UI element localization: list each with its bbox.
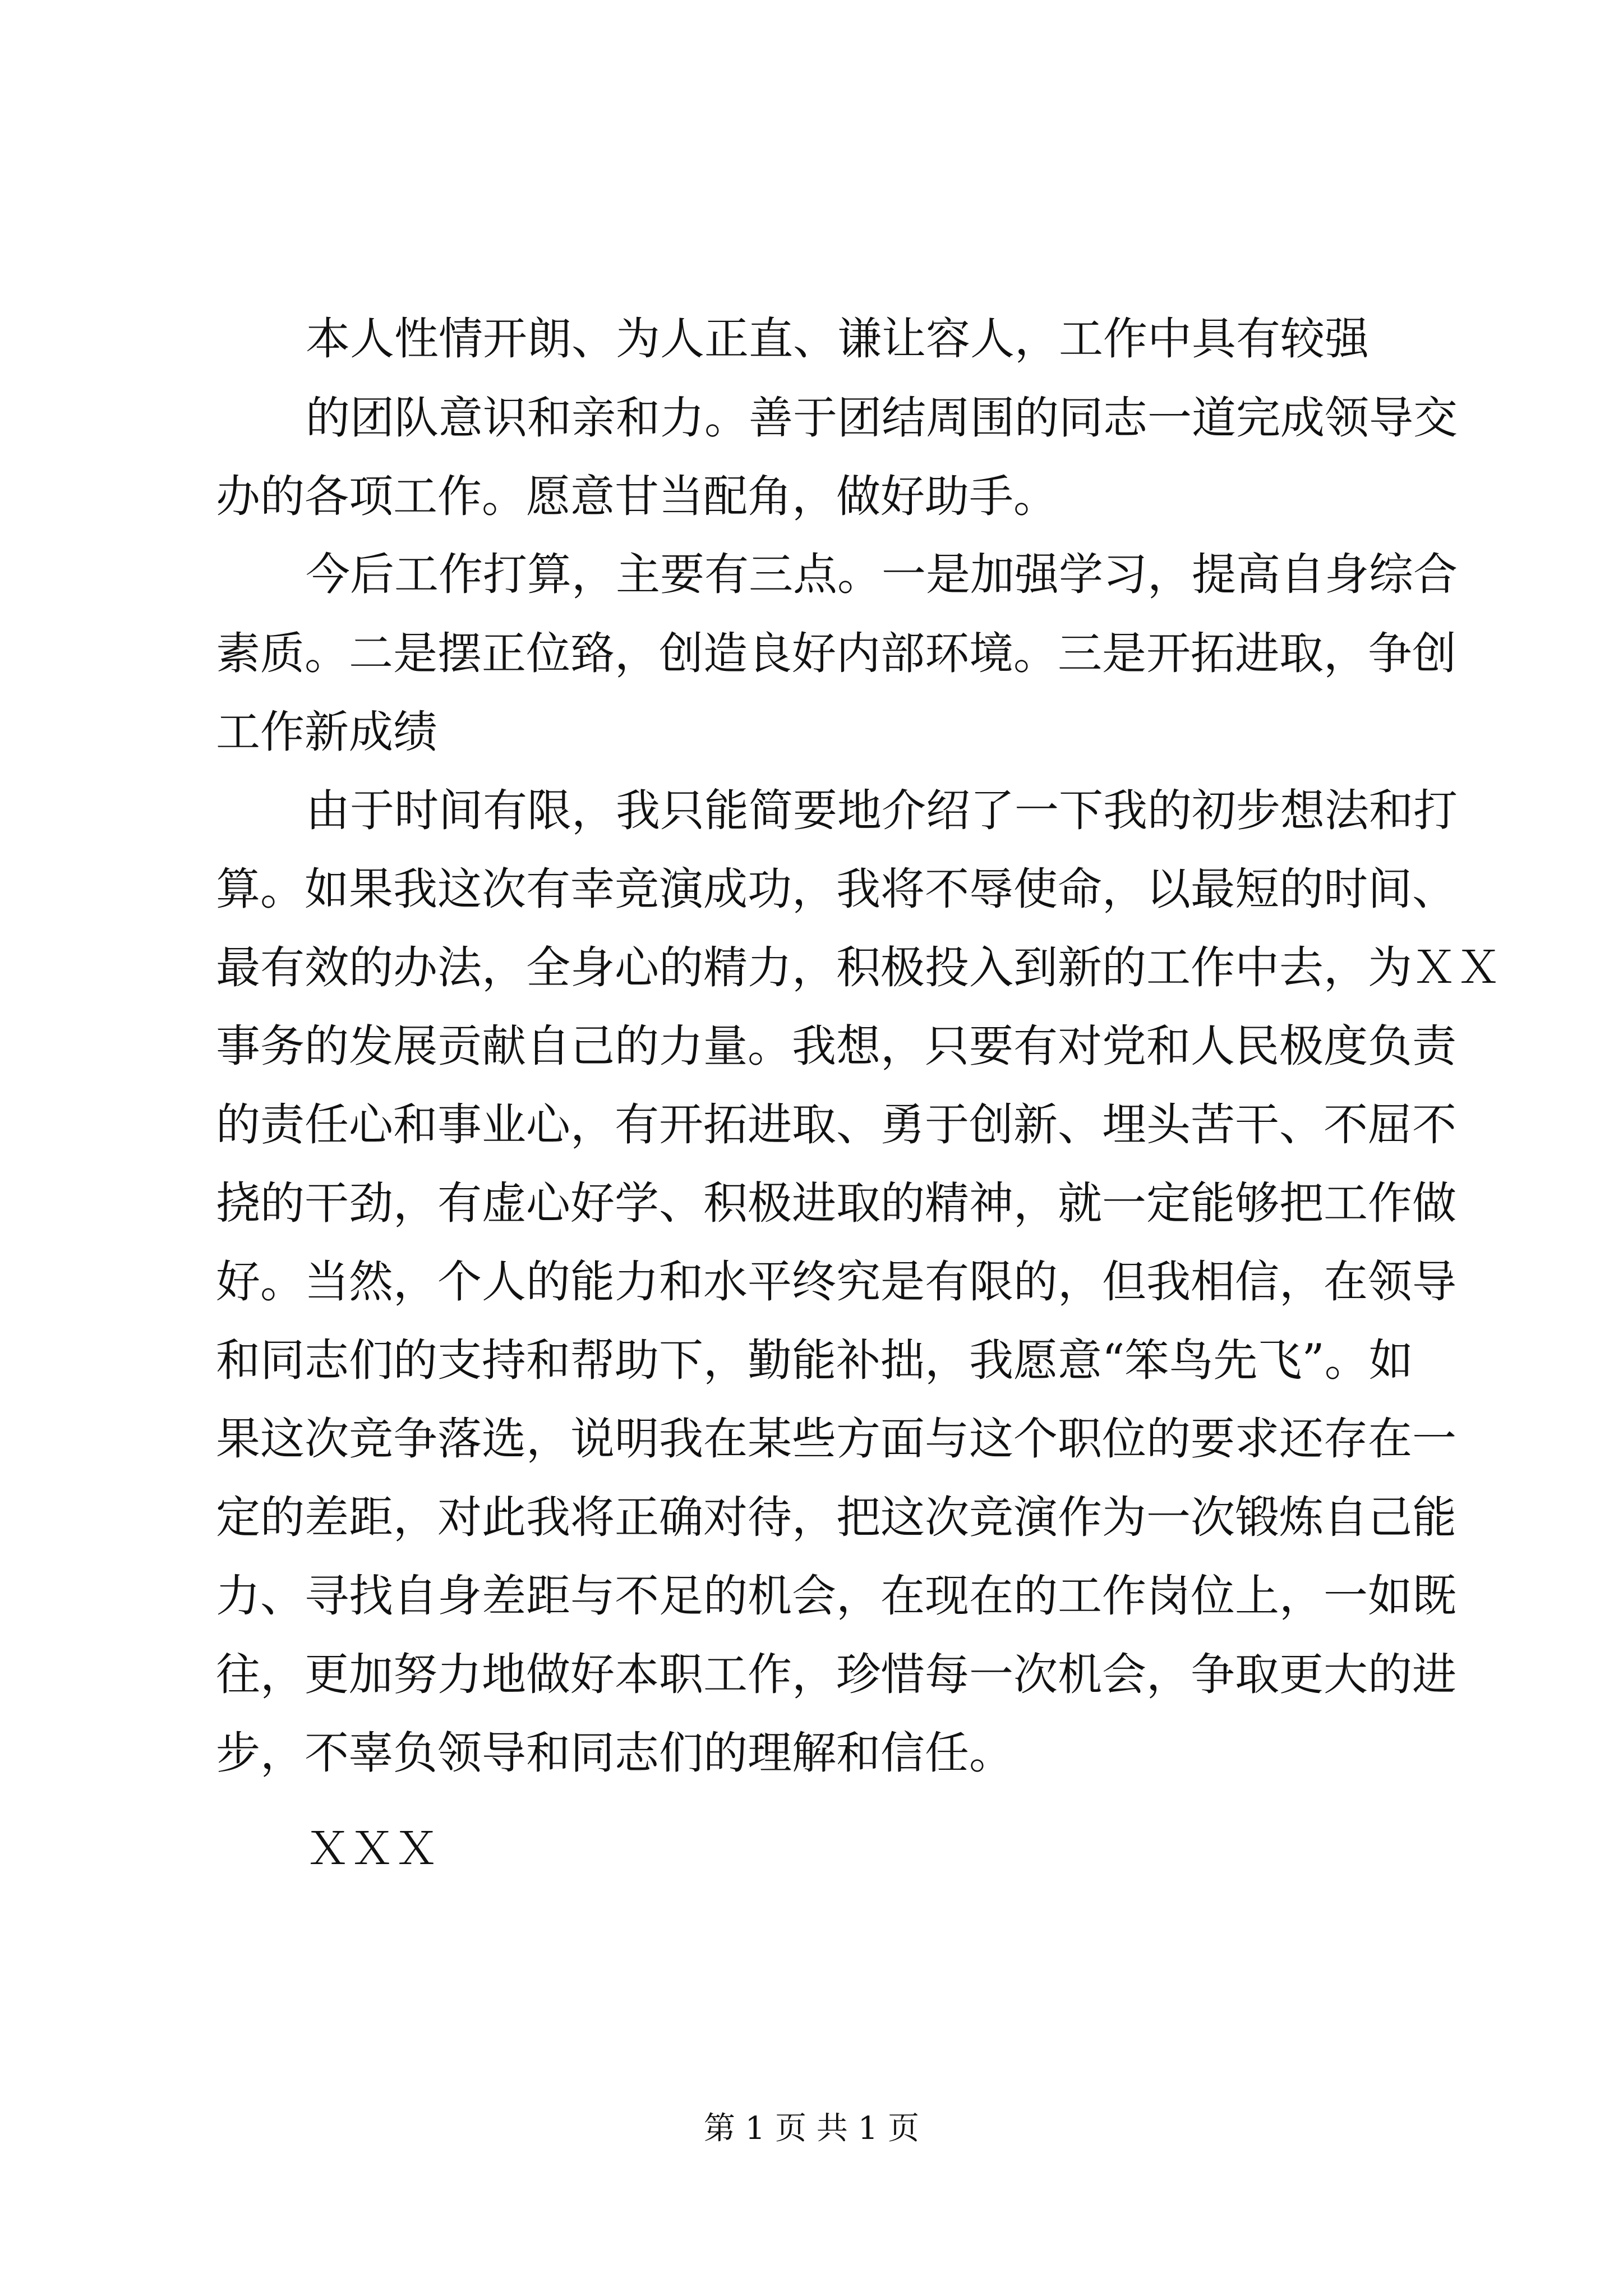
page-number-footer: 第 1 页 共 1 页 bbox=[703, 2110, 920, 2147]
text-line: 算。如果我这次有幸竞演成功，我将不辱使命，以最短的时间、 bbox=[216, 863, 1456, 915]
text-line: 素质。二是摆正位臵，创造良好内部环境。三是开拓进取，争创 bbox=[216, 628, 1456, 679]
text-line: 力、寻找自身差距与不足的机会，在现在的工作岗位上，一如既 bbox=[216, 1570, 1456, 1622]
text-line: 和同志们的支持和帮助下，勤能补拙，我愿意“笨鸟先飞”。如 bbox=[216, 1335, 1413, 1386]
text-line: 好。当然，个人的能力和水平终究是有限的，但我相信，在领导 bbox=[216, 1256, 1456, 1308]
text-line: 最有效的办法，全身心的精力，积极投入到新的工作中去，为ＸＸ bbox=[216, 942, 1501, 993]
text-line: 往，更加努力地做好本职工作，珍惜每一次机会，争取更大的进 bbox=[216, 1649, 1456, 1700]
text-line: 的团队意识和亲和力。善于团结周围的同志一道完成领导交 bbox=[306, 392, 1458, 444]
signature-line: ＸＸＸ bbox=[306, 1823, 439, 1875]
text-line: 果这次竞争落选，说明我在某些方面与这个职位的要求还存在一 bbox=[216, 1413, 1456, 1465]
text-line: 今后工作打算，主要有三点。一是加强学习，提高自身综合 bbox=[306, 549, 1458, 600]
text-line: 办的各项工作。愿意甘当配角，做好助手。 bbox=[216, 471, 1058, 522]
text-line: 由于时间有限，我只能简要地介绍了一下我的初步想法和打 bbox=[306, 785, 1458, 836]
text-line: 步，不辜负领导和同志们的理解和信任。 bbox=[216, 1727, 1013, 1779]
text-line: 工作新成绩 bbox=[216, 706, 437, 758]
text-line: 的责任心和事业心，有开拓进取、勇于创新、埋头苦干、不屈不 bbox=[216, 1099, 1456, 1151]
text-line: 定的差距，对此我将正确对待，把这次竞演作为一次锻炼自己能 bbox=[216, 1492, 1456, 1543]
text-line: 事务的发展贡献自己的力量。我想，只要有对党和人民极度负责 bbox=[216, 1020, 1456, 1072]
text-line: 挠的干劲，有虚心好学、积极进取的精神，就一定能够把工作做 bbox=[216, 1177, 1456, 1229]
text-line: 本人性情开朗、为人正直、谦让容人，工作中具有较强 bbox=[306, 313, 1369, 365]
